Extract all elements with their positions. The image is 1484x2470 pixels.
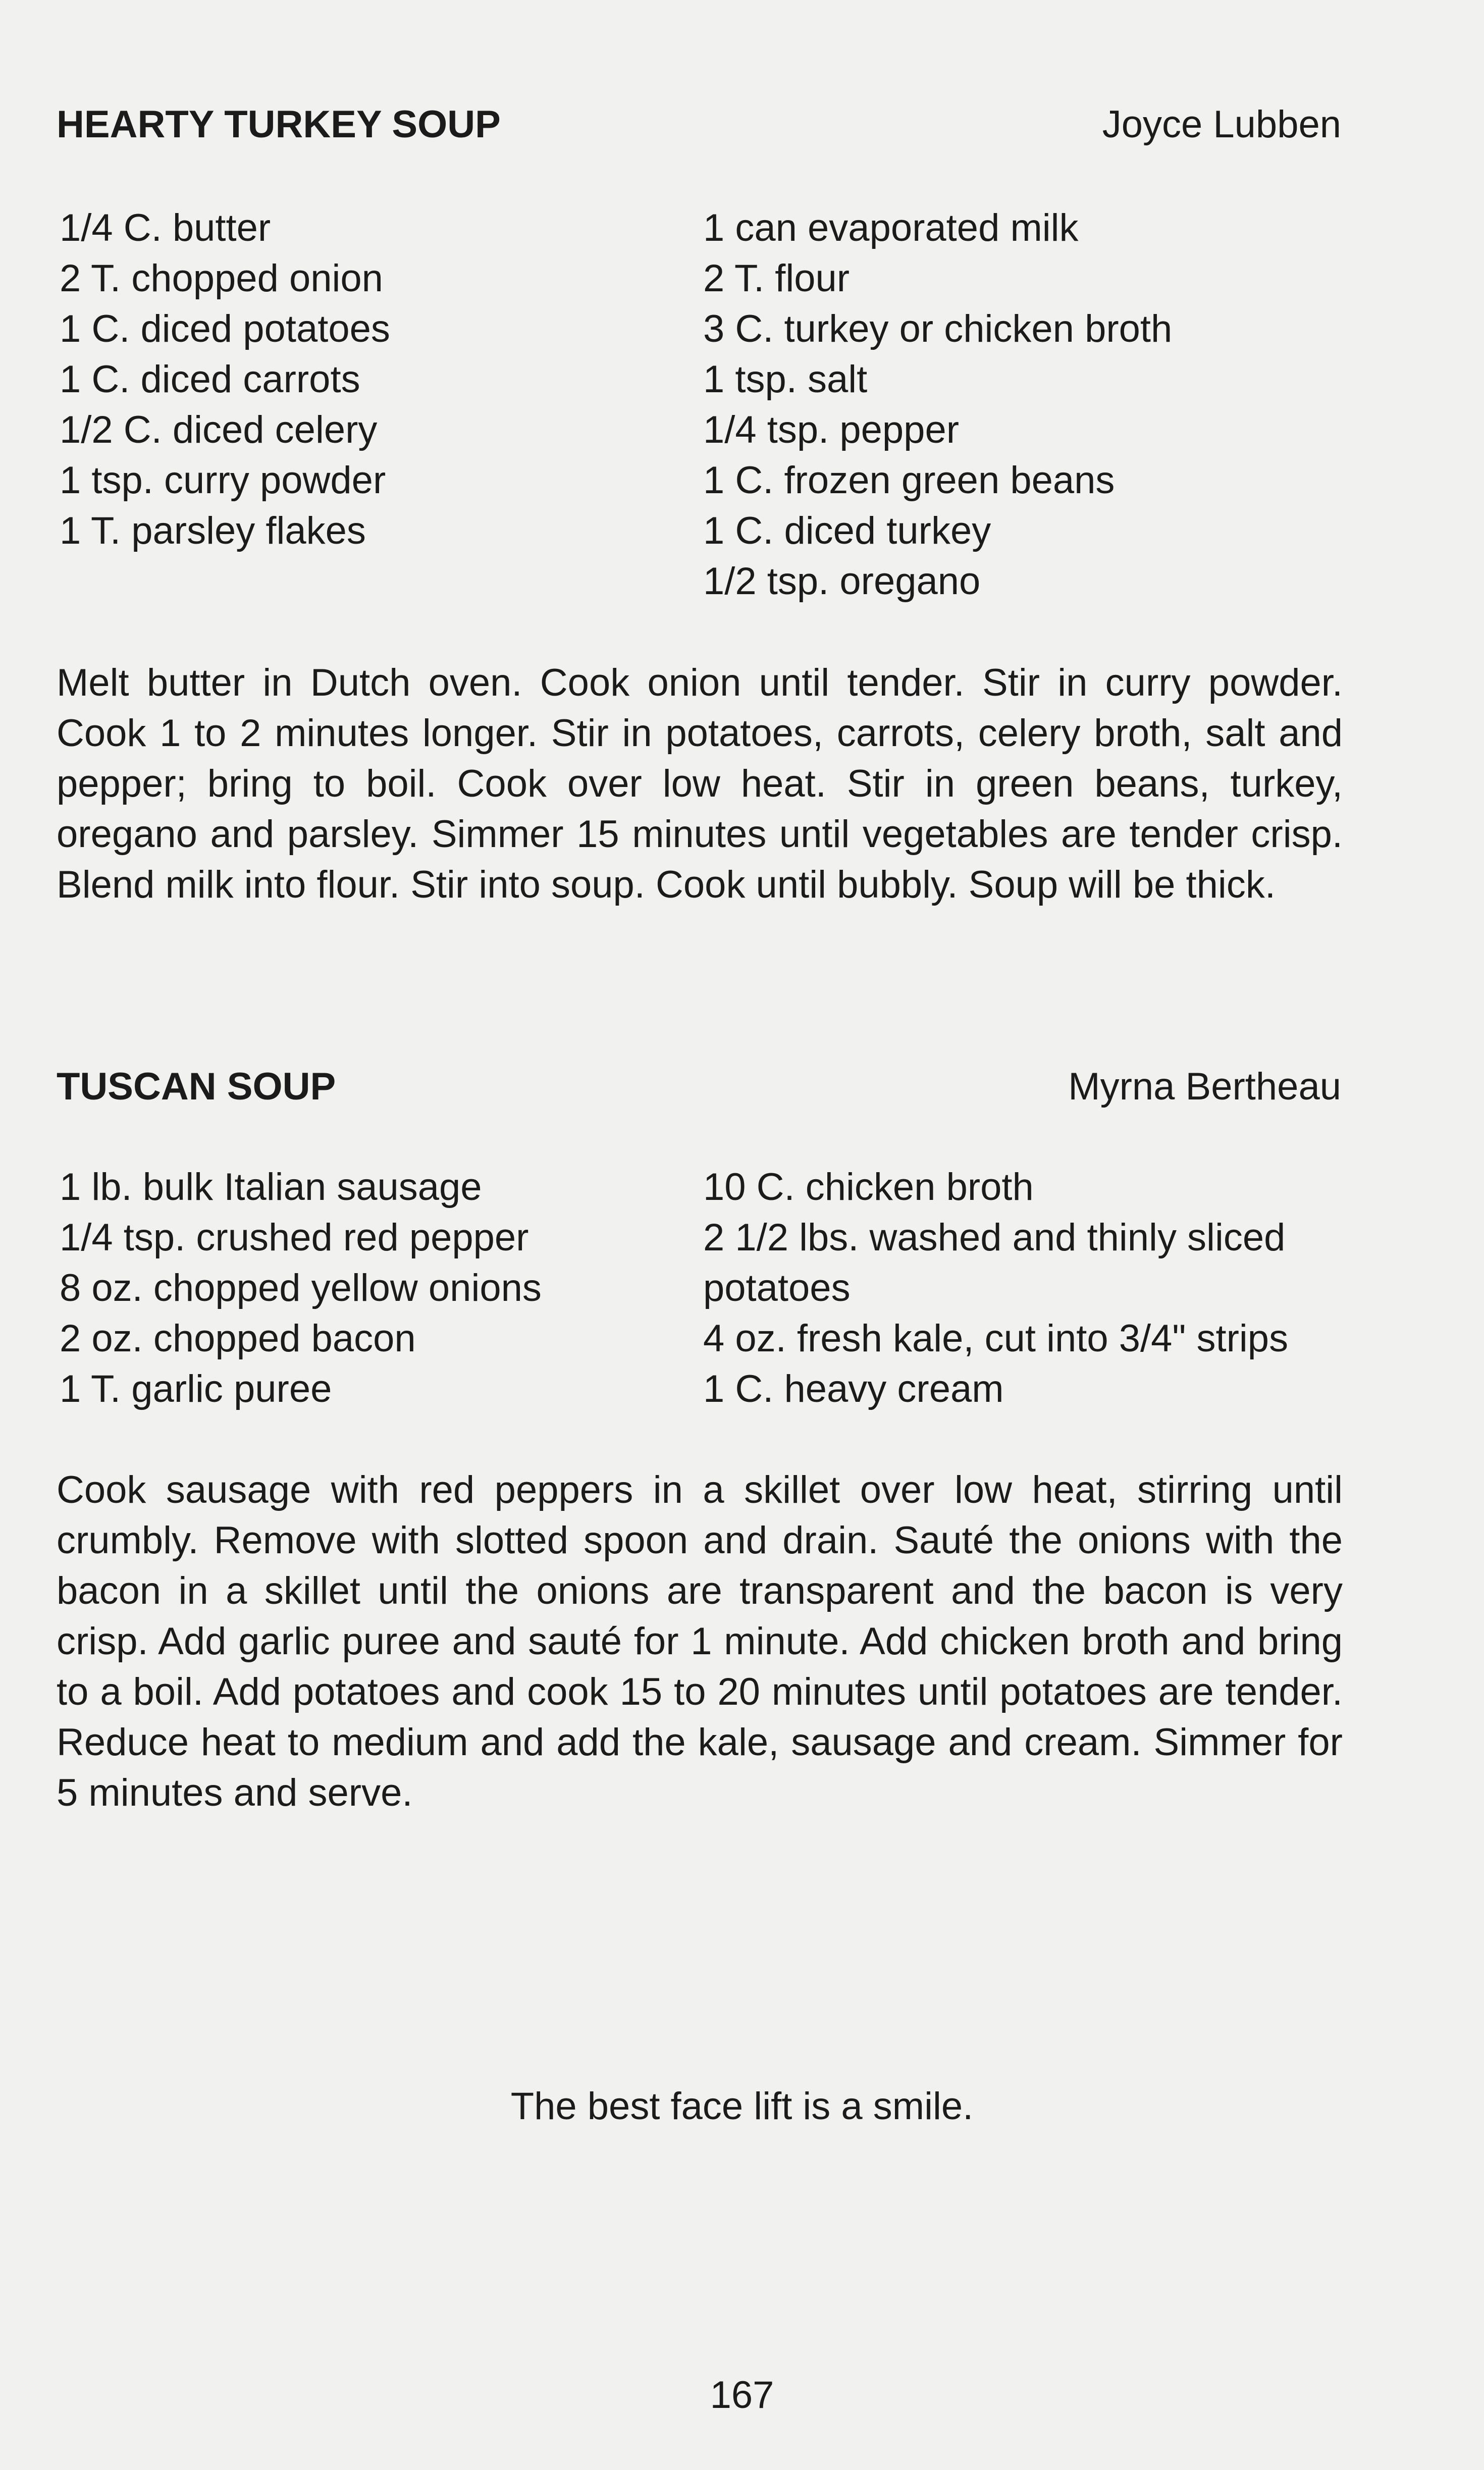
ingredients-tuscan-soup <box>60 1162 1344 1414</box>
ingredient-item: 1 C. heavy cream <box>703 1368 1004 1410</box>
ingredient-item: 1 T. garlic puree <box>60 1368 332 1410</box>
ingredients-left-column <box>60 203 703 607</box>
recipe-author: Joyce Lubben <box>1102 103 1341 146</box>
ingredient-item: 10 C. chicken broth <box>703 1166 1034 1208</box>
ingredients-right-column <box>703 203 1344 607</box>
ingredient-item: 1 can evaporated milk <box>703 206 1079 249</box>
ingredient-item: 2 1/2 lbs. washed and thinly sliced <box>703 1216 1286 1259</box>
ingredient-item: 1 tsp. salt <box>703 358 868 401</box>
page-quote: The best face lift is a smile. <box>510 2085 974 2128</box>
ingredient-item: 3 C. turkey or chicken broth <box>703 307 1173 350</box>
ingredient-item: 1 C. diced potatoes <box>60 307 390 350</box>
ingredient-item: 1 C. frozen green beans <box>703 459 1115 502</box>
ingredient-item: 2 T. chopped onion <box>60 257 383 300</box>
ingredient-item: 2 oz. chopped bacon <box>60 1317 416 1360</box>
recipe-author: Myrna Bertheau <box>1068 1065 1341 1108</box>
ingredient-item: 1 C. diced carrots <box>60 358 360 401</box>
recipe-title: HEARTY TURKEY SOUP <box>57 103 501 146</box>
ingredients-left-column <box>60 1162 703 1414</box>
ingredient-item: 2 T. flour <box>703 257 850 300</box>
ingredient-item: 1 tsp. curry powder <box>60 459 386 502</box>
recipe-header-hearty-turkey-soup <box>57 102 1341 147</box>
ingredient-item: 1/4 tsp. crushed red pepper <box>60 1216 529 1259</box>
ingredient-item: 1 T. parsley flakes <box>60 509 366 552</box>
ingredient-item: 4 oz. fresh kale, cut into 3/4" strips <box>703 1317 1289 1360</box>
ingredient-item: 1 C. diced turkey <box>703 509 991 552</box>
ingredient-item: 1/4 tsp. pepper <box>703 408 960 451</box>
ingredient-item: 1/2 C. diced celery <box>60 408 378 451</box>
ingredient-item: 1 lb. bulk Italian sausage <box>60 1166 482 1208</box>
ingredient-item-continued: potatoes <box>703 1267 851 1309</box>
ingredient-item: 1/4 C. butter <box>60 206 271 249</box>
recipe-header-tuscan-soup <box>57 1064 1341 1110</box>
ingredients-hearty-turkey-soup <box>60 203 1344 607</box>
ingredient-item: 1/2 tsp. oregano <box>703 560 981 603</box>
recipe-directions: Melt butter in Dutch oven. Cook onion until tender. Stir in curry powder. Cook 1 to 2 minutes longer. Stir in potatoes, carrots, celery broth, salt and pepper; bring to boil. Cook over low heat. Stir in green beans, turkey, oregano and parsley. Simmer 15 minutes until vegetables are tender crisp. Blend milk into flour. Stir into soup. Cook until bubbly. Soup will be thick. <box>57 661 1343 906</box>
recipe-directions: Cook sausage with red peppers in a skillet over low heat, stirring until crumbly. Remove with slotted spoon and drain. Sauté the onions with the bacon in a skillet until the onions are transparent and the bacon is very crisp. Add garlic puree and sauté for 1 minute. Add chicken broth and bring to a boil. Add potatoes and cook 15 to 20 minutes until potatoes are tender. Reduce heat to medium and add the kale, sausage and cream. Simmer for 5 minutes and serve. <box>57 1468 1343 1814</box>
recipe-title: TUSCAN SOUP <box>57 1065 336 1108</box>
ingredients-right-column <box>703 1162 1344 1414</box>
page-number: 167 <box>710 2374 774 2416</box>
ingredient-item: 8 oz. chopped yellow onions <box>60 1267 542 1309</box>
